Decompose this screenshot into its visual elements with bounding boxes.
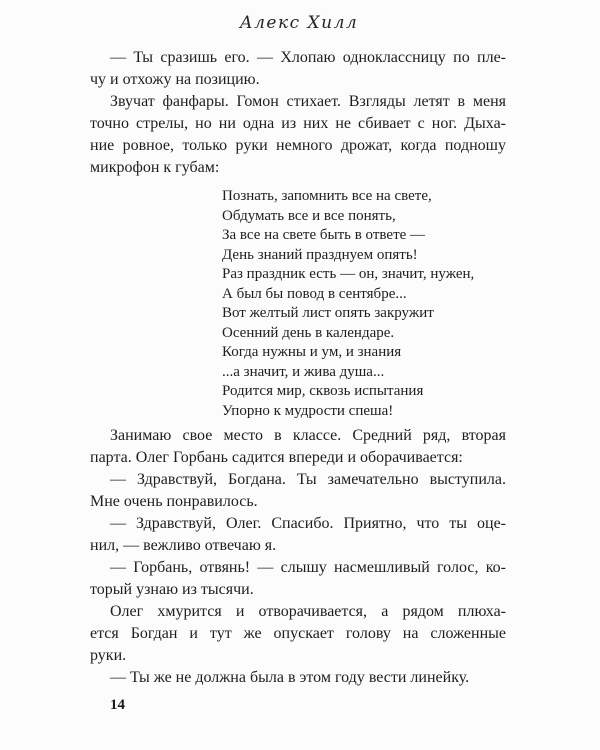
body-paragraph xyxy=(90,513,506,557)
text-line: Звучат фанфары. Гомон стихает. Взгляды летят в меня xyxy=(110,93,506,110)
text-line: точно стрелы, но ни одна из них не сбивает с ног. Дыха- xyxy=(90,115,506,132)
text-line: парта. Олег Горбань садится впереди и оборачивается: xyxy=(90,449,463,466)
page-number: 14 xyxy=(110,697,125,713)
text-line: — Здравствуй, Олег. Спасибо. Приятно, что ты оце- xyxy=(110,515,506,532)
running-head: Алекс Хилл xyxy=(239,13,359,33)
text-block xyxy=(90,47,506,689)
body-paragraph xyxy=(90,557,506,601)
text-line: ние ровное, только руки немного дрожат, когда подношу xyxy=(90,137,506,154)
body-paragraph xyxy=(90,601,506,667)
text-line: Мне очень понравилось. xyxy=(90,493,258,510)
poem-line: День знаний празднуем опять! xyxy=(222,246,418,263)
poem-line: А был бы повод в сентябре... xyxy=(222,285,407,302)
text-line: микрофон к губам: xyxy=(90,159,220,176)
poem-line: Вот желтый лист опять закружит xyxy=(222,305,434,321)
poem-line: Упорно к мудрости спеша! xyxy=(222,402,394,419)
text-line: — Горбань, отвянь! — слышу насмешливый голос, ко- xyxy=(110,559,506,576)
body-paragraph xyxy=(90,667,506,689)
text-line: Олег хмурится и отворачивается, а рядом плюха- xyxy=(110,603,506,620)
poem-line: За все на свете быть в ответе — xyxy=(222,227,426,243)
body-paragraph xyxy=(90,425,506,469)
text-line: чу и отхожу на позицию. xyxy=(90,71,260,88)
poem-line: Раз праздник есть — он, значит, нужен, xyxy=(222,266,475,282)
text-line: — Здравствуй, Богдана. Ты замечательно выступила. xyxy=(110,471,506,488)
text-line: руки. xyxy=(90,647,127,664)
text-line: — Ты же не должна была в этом году вести линейку. xyxy=(110,669,470,686)
poem-line: ...а значит, и жива душа... xyxy=(222,363,385,380)
poem-line: Познать, запомнить все на свете, xyxy=(222,188,432,204)
text-line: ется Богдан и тут же опускает голову на сложенные xyxy=(90,625,506,642)
body-paragraph xyxy=(90,469,506,513)
poem-block xyxy=(222,187,506,421)
text-line: торый узнаю из тысячи. xyxy=(90,581,254,598)
body-paragraph xyxy=(90,47,506,91)
body-paragraph xyxy=(90,91,506,179)
poem-line: Обдумать все и все понять, xyxy=(222,207,396,224)
poem-line: Осенний день в календаре. xyxy=(222,324,395,341)
poem-line: Когда нужны и ум, и знания xyxy=(222,344,402,360)
section-after-poem xyxy=(90,425,506,689)
text-line: Занимаю свое место в классе. Средний ряд, вторая xyxy=(110,427,506,444)
text-line: нил, — вежливо отвечаю я. xyxy=(90,537,277,554)
text-line: — Ты сразишь его. — Хлопаю одноклассницу по пле- xyxy=(110,49,506,66)
section-before-poem xyxy=(90,47,506,179)
poem-line: Родится мир, сквозь испытания xyxy=(222,383,424,399)
